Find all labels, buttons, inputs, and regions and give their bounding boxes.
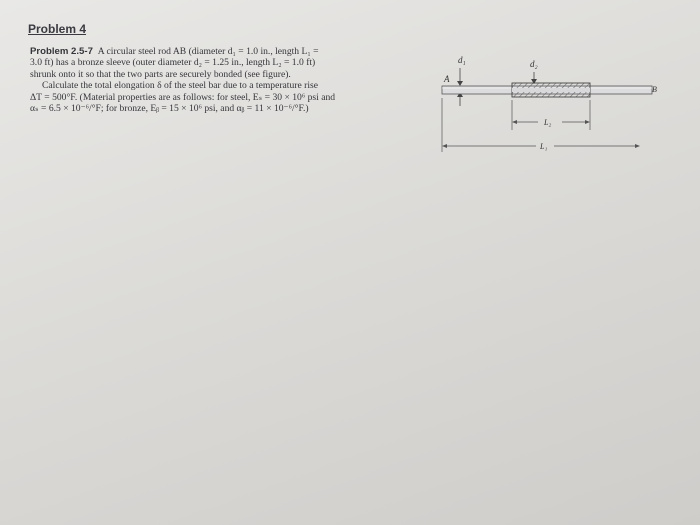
problem-line-6: αₛ = 6.5 × 10⁻⁶/°F; for bronze, Eᵦ = 15 × 10⁶ psi, and αᵦ = 11 × 10⁻⁶/°F.) (30, 103, 309, 115)
label-L1: L₁ (540, 142, 548, 151)
problem-line-1 (30, 46, 430, 57)
problem-line-5: ΔT = 500°F. (Material properties are as follows: for steel, Eₛ = 30 × 10⁶ psi and (30, 91, 336, 103)
l1-arrow-right (635, 144, 640, 148)
problem-statement (30, 46, 430, 114)
problem-number-label: Problem 2.5-7 (30, 46, 93, 57)
label-d2: d₂ (530, 59, 538, 69)
problem-line-1-text: A circular steel rod AB (diameter d₁ = 1.0 in., length L₁ = (97, 46, 319, 57)
sleeve-bore (512, 88, 590, 92)
label-B: B (652, 85, 657, 94)
problem-line-3: shrunk onto it so that the two parts are securely bonded (see figure). (30, 68, 291, 80)
rod-sleeve-diagram (430, 50, 660, 160)
problem-line-2: 3.0 ft) has a bronze sleeve (outer diameter d₂ = 1.25 in., length L₂ = 1.0 ft) (30, 57, 316, 69)
l1-arrow-left (442, 144, 447, 148)
l2-arrow-left (512, 120, 517, 124)
problem-heading: Problem 4 (28, 22, 87, 36)
label-A: A (444, 74, 450, 84)
d1-arrow-top-head (457, 81, 463, 86)
label-d1: d₁ (458, 55, 466, 65)
l2-arrow-right (585, 120, 590, 124)
problem-line-4: Calculate the total elongation δ of the steel bar due to a temperature rise (42, 80, 318, 92)
rod-sleeve-figure (430, 50, 660, 160)
label-L2: L₂ (544, 118, 552, 127)
